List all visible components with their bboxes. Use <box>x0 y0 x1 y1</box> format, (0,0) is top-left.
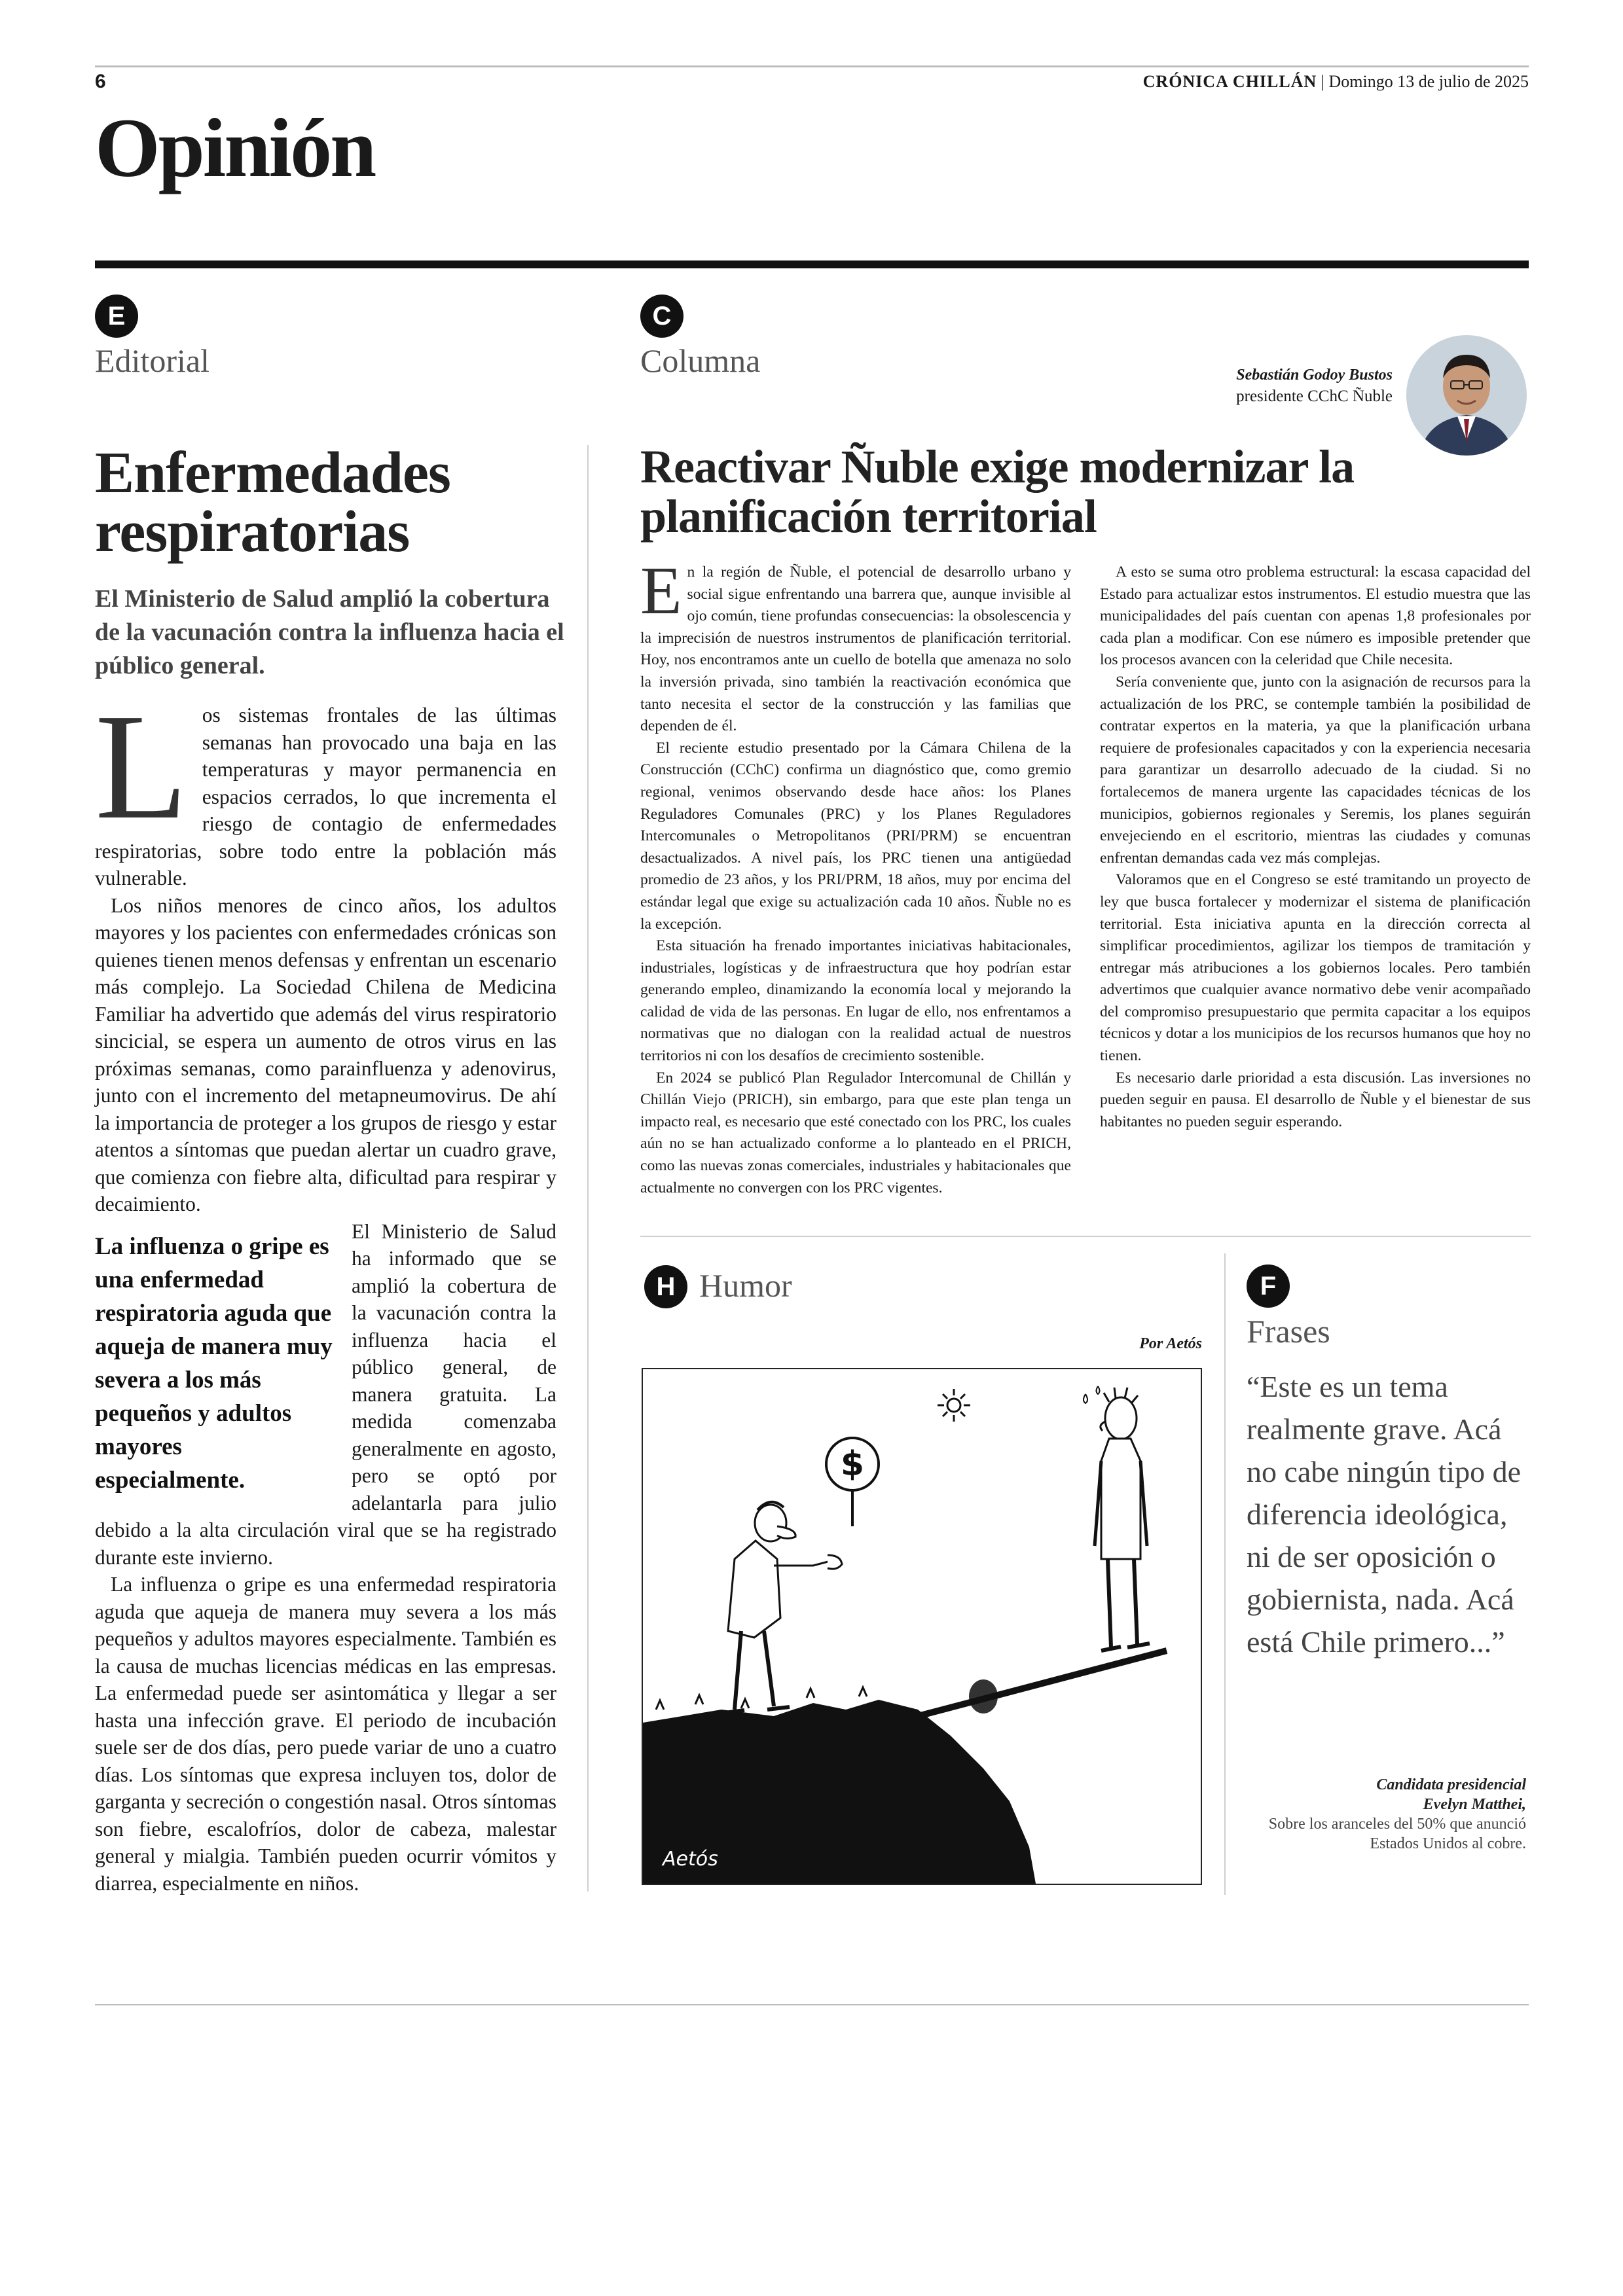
newspaper-name: CRÓNICA CHILLÁN <box>1142 72 1317 91</box>
columna-badge: C <box>640 295 684 338</box>
editorial-lead: El Ministerio de Salud amplió la cobertura de la vacunación contra la influenza hacia el público general. <box>95 585 564 679</box>
page-number: 6 <box>95 71 106 92</box>
cartoon-byline: Por Aetós <box>1139 1335 1202 1352</box>
columna-paragraph <box>640 553 1071 738</box>
editorial-paragraph: Los niños menores de cinco años, los adultos mayores y los pacientes con enfermedades crónicas son quienes tienen menos defensas y enfrentan un escenario más complejo. La Sociedad Chilena de Medicina Familiar ha advertido que además del virus respiratorio sincicial, se espera un aumento de otros virus en las próximas semanas, como parainfluenza y adenovirus, junto con el incremento del metapneumovirus. De ahí la importancia de proteger a los grupos de riesgo y estar atentos a síntomas que puedan alertar un cuadro grave, que comienza con fiebre alta, dificultad para respirar y decaimiento. <box>95 893 557 1215</box>
author-photo <box>1406 335 1527 456</box>
dollar-sign-icon <box>826 1438 879 1526</box>
right-figure <box>1084 1386 1150 1651</box>
frases-attribution <box>1245 1775 1526 1854</box>
section-title: Opinión <box>95 101 375 194</box>
columna-paragraph: El reciente estudio presentado por la Cámara Chilena de la Construcción (CChC) confirma un diagnóstico que, como gremio regional, venimos observando desde hace años: los Planes Reguladores Comunales (PRC) y los Planes Reguladores Intercomunales o Metropolitanos (PRI/PRM) se encuentran desactualizados. A nivel país, los PRC tienen una antigüedad promedio de 23 años, y los PRI/PRM, 18 años, muy por encima del estándar legal que exige su actualización cada 10 años. Ñuble no es la excepción. <box>640 739 1071 933</box>
editorial-kicker: Editorial <box>95 342 210 379</box>
attribution-role: Candidata presidencial <box>1376 1776 1526 1793</box>
editorial-pullquote: La influenza o gripe es una enfermedad respiratoria aguda que aqueja de manera muy severa a los más pequeños y adultos mayores especialmente. <box>95 1232 333 1494</box>
columna-paragraph: Es necesario darle prioridad a esta discusión. Las inversiones no pueden seguir en pausa. El desarrollo de Ñuble y el bienestar de sus habitantes no pueden seguir esperando. <box>1100 1069 1531 1130</box>
attribution-context: Sobre los aranceles del 50% que anunció Estados Unidos al cobre. <box>1268 1816 1526 1852</box>
bottom-rule <box>95 2004 1529 2005</box>
cartoon-drawing <box>643 1369 1201 1884</box>
columna-dropcap: E <box>640 553 682 628</box>
cartoon-signature: Aetós <box>663 1848 718 1871</box>
editorial-paragraph: La influenza o gripe es una enfermedad respiratoria aguda que aqueja de manera muy severa a los más pequeños y adultos mayores especialmente. También es la causa de muchas licencias médicas en las empresas. La enfermedad puede ser asintomática y llegar a ser hasta una infección grave. El periodo de incubación suele ser de dos días, pero puede variar de uno a cuatro días. Los síntomas que expresa incluyen tos, dolor de garganta y secreción o congestión nasal. Otros síntomas son fiebre, escalofríos, dolor de cabeza, malestar general y mialgia. También pueden ocurrir vómitos y diarrea, especialmente en niños. <box>95 1573 556 1895</box>
svg-text:$: $ <box>840 1444 865 1484</box>
frases-kicker: Frases <box>1247 1313 1330 1350</box>
frases-badge: F <box>1247 1265 1290 1308</box>
author-portrait-icon <box>1406 335 1527 456</box>
columna-paragraph: En 2024 se publicó Plan Regulador Intercomunal de Chillán y Chillán Viejo (PRICH), sin embargo, para que este plan tenga un impacto real, es necesario que esté conectado con los PRC, los cuales aún no se han actualizado conforme a lo planteado en el PRICH, como las nuevas zonas comerciales, industriales y habitacionales que actualmente no convergen con los PRC vigentes. <box>640 1069 1071 1196</box>
editorial-paragraph-text: os sistemas frontales de las últimas semanas han provocado una baja en las temperaturas y mayor permanencia en espacios cerrados, lo que incrementa el riesgo de contagio de enfermedades respiratorias, sobre todo entre la población más vulnerable. <box>95 704 556 889</box>
editorial-body <box>95 683 557 1897</box>
top-rule <box>95 65 1529 67</box>
columna-paragraph: Valoramos que en el Congreso se esté tramitando un proyecto de ley que busca fortalecer y modernizar el sistema de planificación territorial. Esta iniciativa apunta en la dirección correcta al simplificar procedimientos, agilizar los tiempos de tramitación y entregar más atribuciones a los gobiernos locales. Pero también advertimos que cualquier avance normativo debe venir acompañado del compromiso presupuestario que permita capacitar a los equipos técnicos y dotar a los municipios de los recursos humanos que hoy no tienen. <box>1100 871 1531 1065</box>
attribution-name: Evelyn Matthei, <box>1423 1796 1526 1813</box>
humor-kicker: Humor <box>699 1267 792 1304</box>
column-divider <box>587 445 589 1892</box>
editorial-title: Enfermedades respiratorias <box>95 440 450 564</box>
editorial-paragraph <box>95 1218 556 1571</box>
masthead <box>1143 72 1529 92</box>
editorial-paragraph <box>95 683 556 892</box>
frases-quote: “Este es un tema realmente grave. Acá no cabe ningún tipo de diferencia ideológica, ni de ser oposición o gobiernista, nada. Acá está Chile primero...” <box>1247 1370 1522 1659</box>
cartoon <box>642 1368 1202 1885</box>
section-rule <box>95 260 1529 268</box>
issue-date: Domingo 13 de julio de 2025 <box>1328 72 1529 91</box>
editorial-paragraph-text: El Ministerio de Salud ha informado que se amplió la cobertura de la vacunación contra la influenza hacia el público general, de manera gratuita. La medida comenzaba generalmente en agosto, pero se optó por adelantarla para julio debido a la alta circulación viral que se ha registrado durante este invierno. <box>95 1219 556 1569</box>
columna-paragraph: Esta situación ha frenado importantes iniciativas habitacionales, industriales, logísticas y de infraestructura que hoy podrían estar generando empleo, dinamizando la economía local y mejorando la calidad de vida de las personas. En lugar de ello, nos enfrentamos a normativas que no dialogan con la realidad actual de nuestros territorios ni con los desafíos de crecimiento sostenible. <box>640 937 1071 1065</box>
editorial-badge: E <box>95 295 138 338</box>
columna-paragraph: Sería conveniente que, junto con la asignación de recursos para la actualización de los PRC, se contemple también la posibilidad de contratar expertos en la materia, ya que la planificación urbana requiere de profesionales capacitados y con la experiencia necesaria para garantizar un desarrollo adecuado de la ciudad. Si no fortalecemos de manera urgente las capacidades técnicas de los municipios, gobiernos regionales y Seremis, los planes seguirán envejeciendo en el escritorio, mientras las ciudades y comunas enfrentan demandas cada vez más complejas. <box>1100 673 1531 867</box>
humor-divider <box>640 1236 1531 1237</box>
author-role: presidente CChC Ñuble <box>1236 387 1393 405</box>
masthead-separator: | <box>1321 72 1325 91</box>
editorial-dropcap: L <box>95 683 188 851</box>
columna-kicker: Columna <box>640 342 761 379</box>
humor-badge: H <box>644 1265 687 1308</box>
columna-title: Reactivar Ñuble exige modernizar la planificación territorial <box>640 440 1355 543</box>
frases-divider <box>1224 1253 1226 1895</box>
left-figure <box>725 1502 842 1713</box>
columna-paragraph: A esto se suma otro problema estructural: la escasa capacidad del Estado para actualizar estos instrumentos. El estudio muestra que las municipalidades del país cuentan con apenas 1,8 profesionales por cada plan a modificar. Con ese número es imposible pretender que los procesos avancen con la celeridad que Chile necesita. <box>1100 564 1531 669</box>
columna-body <box>640 553 1531 1226</box>
columna-paragraph-text: n la región de Ñuble, el potencial de desarrollo urbano y social sigue enfrentando una barrera que, aunque invisible al ojo común, tiene profundas consecuencias: la obsolescencia y la imprecisión de nuestros instrumentos de planificación territorial. Hoy, nos encontramos ante un cuello de botella que amenaza no solo la inversión privada, sino también la reactivación económica que tanto necesita el sector de la construcción y las familias que dependen de él. <box>640 564 1071 735</box>
sun-icon <box>938 1389 970 1422</box>
author-name: Sebastián Godoy Bustos <box>1236 367 1393 384</box>
